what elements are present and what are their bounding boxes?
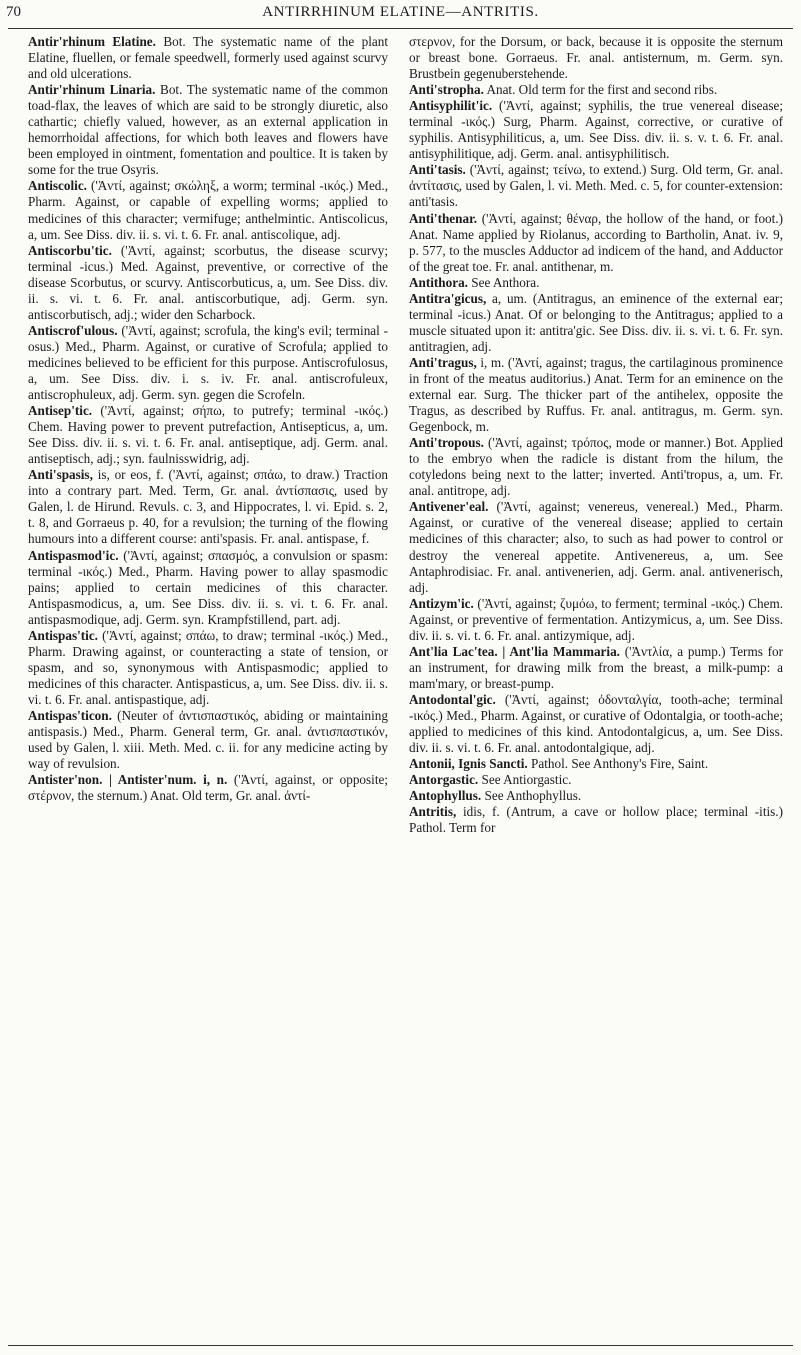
- entry-headword: Antisep'tic.: [28, 403, 93, 419]
- entry-definition: idis, f. (Antrum, a cave or hollow place; terminal -itis.) Pathol. Term for: [409, 804, 783, 836]
- entry-definition: ('Ἀντί, against; σκώληξ, a worm; terminal -ικός.) Med., Pharm. Against, or capable of expelling worms; applied to medicines of this character; vermifuge; anthelmintic. Antiscolicus, a, um. See Diss. div. ii. s. vi. t. 6. Fr. anal. antiscolique, adj.: [28, 178, 388, 242]
- dictionary-entry: [409, 291, 783, 355]
- entry-headword: Antritis,: [409, 804, 457, 820]
- entry-headword: Anti'tasis.: [409, 162, 466, 178]
- dictionary-entry: [28, 82, 388, 178]
- dictionary-entry: [409, 211, 783, 275]
- entry-definition: ('Ἀντί, against; σήπω, to putrefy; terminal -ικός.) Chem. Having power to prevent putrefaction, Antisepticus, a, um. See Diss. div. ii. s. vi. t. 6. Fr. anal. antiseptique, adj. Germ. anal. antiseptisch, adj.; syn. faulnisswidrig, adj.: [28, 403, 388, 467]
- entry-headword: Antir'rhinum Elatine.: [28, 34, 156, 49]
- entry-headword: Antisyphilit'ic.: [409, 98, 493, 114]
- dictionary-entry: [28, 628, 388, 708]
- entry-headword: Antispas'tic.: [28, 627, 98, 643]
- entry-headword: Ant'lia Lac'tea. | Ant'lia Mammaria.: [409, 643, 620, 659]
- dictionary-entry: [28, 772, 388, 804]
- running-title: ANTIRRHINUM ELATINE—ANTRITIS.: [262, 4, 539, 20]
- entry-headword: Antodontal'gic.: [409, 691, 496, 707]
- entry-definition: ('Ἀντί, against; σπάω, to draw; terminal -ικός.) Med., Pharm. Drawing against, or counteracting a state of tension, or spasm, and so, synonymous with Antispasmodic; applied to medicines of this character. Antispasticus, a, um. See Diss. div. ii. s. vi. t. 6. Fr. anal. antispastique, adj.: [28, 627, 388, 707]
- dictionary-entry: [409, 82, 783, 98]
- dictionary-entry: [28, 403, 388, 467]
- dictionary-entry: [409, 804, 783, 836]
- entry-headword: Antir'rhinum Linaria.: [28, 82, 156, 98]
- entry-headword: Antiscolic.: [28, 178, 87, 194]
- entry-definition: ('Ἀντί, against; ὀδονταλγία, tooth-ache; terminal -ικός.) Med., Pharm. Against, or curative of Odontalgia, or tooth-ache; applied to medicines of this kind. Antodontalgicus, a, um. See Diss. div. ii. s. vi. t. 6. Fr. anal. antodontalgique, adj.: [409, 691, 783, 756]
- entry-definition: ('Ἀντί, against; θέναρ, the hollow of the hand, or foot.) Anat. Name applied by Riolanus, according to Bartholin, Anat. iv. 9, p. 577, to the muscles Adductor ad indicem of the hand, and Adductor of the great toe. Fr. anal. antithenar, m.: [409, 210, 783, 274]
- dictionary-entry: [409, 499, 783, 595]
- dictionary-entry: [409, 98, 783, 162]
- dictionary-entry: [409, 644, 783, 692]
- entry-definition: στερνον, for the Dorsum, or back, because it is opposite the sternum or breast bone. Gorraeus. Fr. anal. antisternum, m. Germ. syn. Brustbein gegenuberstehende.: [409, 34, 783, 82]
- entry-headword: Antispasmod'ic.: [28, 547, 119, 563]
- entry-headword: Antitra'gicus,: [409, 290, 487, 306]
- dictionary-entry: [409, 772, 783, 788]
- entry-definition: ('Ἀντλία, a pump.) Terms for an instrument, for drawing milk from the breast, a milk-pump: a mam'mary, or breast-pump.: [409, 643, 783, 691]
- dictionary-entry: [409, 162, 783, 210]
- entry-definition: See Anthophyllus.: [484, 788, 582, 804]
- entry-definition: i, m. ('Ἀντί, against; tragus, the cartilaginous prominence in front of the meatus auditorius.) Anat. Term for an eminence on the external ear. Surg. The thicker part of the antihelex, opposite the Tragus, as described by Ruffus. Fr. anal. antitragus, m. Germ. syn. Gegenbock, m.: [409, 354, 783, 435]
- entry-definition: Bot. The systematic name of the plant Elatine, fluellen, or female speedwell, formerly used against scurvy and old ulcerations.: [28, 34, 388, 82]
- dictionary-entry: [409, 756, 783, 772]
- entry-headword: Antizym'ic.: [409, 595, 474, 611]
- entry-headword: Anti'tragus,: [409, 354, 477, 370]
- entry-definition: ('Ἀντί, against, or opposite; στέρνον, the sternum.) Anat. Old term, Gr. anal. ἀντί-: [28, 772, 388, 804]
- entry-definition: Anat. Old term for the first and second ribs.: [486, 82, 718, 98]
- dictionary-entry: [409, 692, 783, 756]
- entry-headword: Anti'stropha.: [409, 82, 484, 98]
- entry-headword: Antithora.: [409, 274, 468, 290]
- entry-headword: Antonii, Ignis Sancti.: [409, 756, 528, 772]
- page-number: 70: [6, 4, 21, 20]
- entry-definition: a, um. (Antitragus, an eminence of the external ear; terminal -icus.) Anat. Of or belonging to the Antitragus; applied to a muscle situated upon it: antitra'gic. See Diss. div. ii. s. vi. t. 6. Fr. syn. antitragien, adj.: [409, 290, 783, 354]
- entry-headword: Antorgastic.: [409, 772, 479, 788]
- entry-definition: ('Ἀντί, against; σπασμός, a convulsion or spasm: terminal -ικός.) Med., Pharm. Having power to allay spasmodic pains; applied to certain medicines of this character. Antispasmodicus, a, um. See Diss. div. ii. s. vi. t. 6. Fr. anal. antispasmodique, adj. Germ. syn. Krampfstillend, part. adj.: [28, 547, 388, 627]
- entry-definition: ('Ἀντί, against; τείνω, to extend.) Surg. Old term, Gr. anal. ἀντίτασις, used by Galen, l. vi. Meth. Med. c. 5, for counter-extension: anti'tasis.: [409, 162, 783, 210]
- dictionary-entry: [409, 34, 783, 82]
- header-rule: [8, 28, 793, 29]
- entry-headword: Antiscrof'ulous.: [28, 322, 118, 338]
- dictionary-entry: [28, 178, 388, 242]
- dictionary-entry: [28, 34, 388, 82]
- entry-headword: Anti'spasis,: [28, 467, 93, 483]
- entry-headword: Antispas'ticon.: [28, 707, 112, 723]
- entry-definition: See Antiorgastic.: [481, 772, 572, 788]
- dictionary-entry: [409, 355, 783, 435]
- entry-definition: ('Ἀντί, against; scorbutus, the disease scurvy; terminal -icus.) Med. Against, preventive, or corrective of the disease Scorbutus, or scurvy. Antiscorbuticus, a, um. See Diss. div. ii. s. vi. t. 6. Fr. anal. antiscorbutique, adj. Germ. syn. antiscorbutisch, adj.; wider den Scharbock.: [28, 242, 388, 322]
- dictionary-entry: [28, 548, 388, 628]
- dictionary-entry: [409, 788, 783, 804]
- left-column: [28, 34, 388, 1340]
- right-column: [409, 34, 783, 1340]
- dictionary-entry: [28, 323, 388, 403]
- entry-headword: Antophyllus.: [409, 788, 482, 804]
- entry-definition: (Neuter of ἀντισπαστικός, abiding or maintaining antispasis.) Med., Pharm. General term, Gr. anal. ἀντισπαστικόν, used by Galen, l. xiii. Meth. Med. c. ii. for any medicine acting by way of revulsion.: [28, 707, 388, 772]
- entry-definition: Pathol. See Anthony's Fire, Saint.: [531, 756, 709, 772]
- footer-rule: [8, 1345, 793, 1346]
- dictionary-entry: [409, 596, 783, 644]
- entry-headword: Antiscorbu'tic.: [28, 242, 112, 258]
- page-header: [0, 4, 801, 30]
- entry-definition: See Anthora.: [471, 274, 540, 290]
- entry-definition: is, or eos, f. ('Ἀντί, against; σπάω, to draw.) Traction into a contrary part. Med. Term, Gr. anal. ἀντίσπασις, used by Galen, l. de Hirund. Revuls. c. 3, and Hippocrates, l. vi. Epid. s. 2, t. 8, and Gorraeus p. 40, for a revulsion; the turning of the flowing humours into a different course: anti'spasis. Fr. anal. antispase, f.: [28, 467, 388, 547]
- entry-headword: Anti'tropous.: [409, 435, 484, 451]
- entry-headword: Antister'non. | Antister'num. i, n.: [28, 772, 228, 788]
- dictionary-entry: [409, 275, 783, 291]
- dictionary-entry: [28, 243, 388, 323]
- entry-definition: ('Ἀντί, against; venereus, venereal.) Med., Pharm. Against, or curative of the venereal disease; applied to certain medicines of this character; also, to such as had power to control or destroy the venereal appetite. Antivenereus, a, um. See Antaphrodisiac. Fr. anal. antivenerien, adj. Germ. anal. antivenerisch, adj.: [409, 499, 783, 595]
- entry-headword: Anti'thenar.: [409, 210, 478, 226]
- entry-definition: ('Ἀντί, against; τρόπος, mode or manner.) Bot. Applied to the embryo when the radicle is distant from the hilum, the cotyledons being next to the latter; inverted. Anti'tropus, a, um. Fr. anal. antitrope, adj.: [409, 435, 783, 499]
- entry-headword: Antivener'eal.: [409, 499, 489, 515]
- dictionary-entry: [28, 708, 388, 772]
- dictionary-entry: [409, 435, 783, 499]
- entry-definition: ('Ἀντί, against; syphilis, the true venereal disease; terminal -ικός.) Surg, Pharm. Against, corrective, or curative of syphilis. Antisyphiliticus, a, um. See Diss. div. ii. s. v. t. 6. Fr. anal. antisyphilitique, adj. Germ. anal. antisyphilitisch.: [409, 98, 783, 162]
- entry-definition: ('Ἀντί, against; ζυμόω, to ferment; terminal -ικός.) Chem. Against, or preventive of fermentation. Antizymicus, a, um. See Diss. div. ii. s. vi. t. 6. Fr. anal. antizymique, adj.: [409, 595, 783, 643]
- entry-definition: ('Ἀντί, against; scrofula, the king's evil; terminal -osus.) Med., Pharm. Against, or curative of Scrofula; applied to medicines believed to be efficient for this purpose. Antiscrofulosus, a, um. See Diss. div. i. s. iv. Fr. anal. antiscrofuleux, antiscrophuleux, adj. Germ. syn. gegen die Scrofeln.: [28, 322, 388, 403]
- dictionary-entry: [28, 467, 388, 547]
- entry-definition: Bot. The systematic name of the common toad-flax, the leaves of which are said to be strongly diuretic, also cathartic; chiefly valued, however, as an external application in hemorrhoidal affections, for which both leaves and flowers have been employed in ointment, fomentation and poultice. It is taken by some for the true Osyris.: [28, 82, 388, 178]
